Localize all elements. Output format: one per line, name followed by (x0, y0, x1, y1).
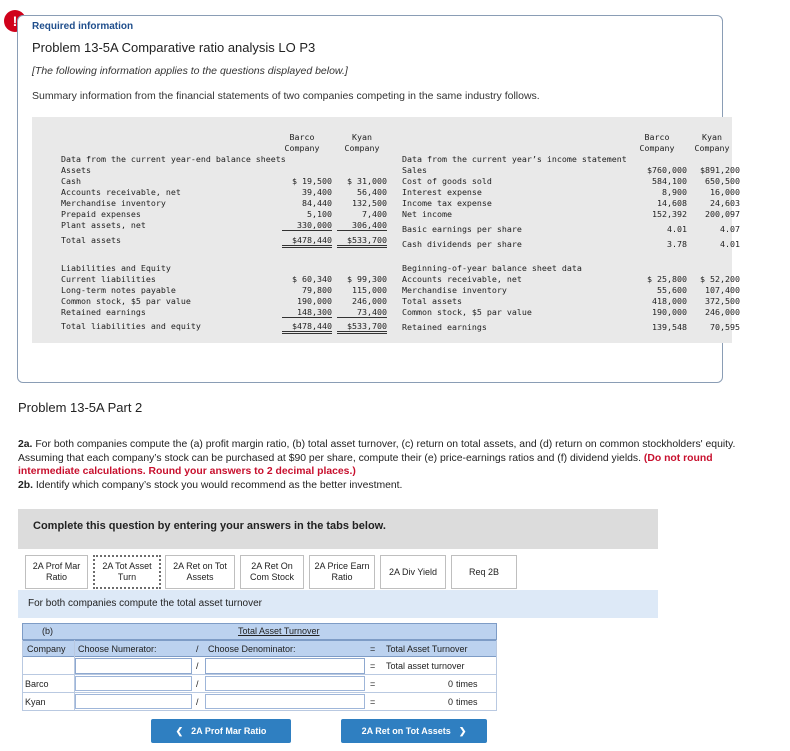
answer-denominator-header: Choose Denominator: (208, 644, 296, 654)
barco-slash: / (196, 679, 199, 689)
barco-result-unit: times (456, 679, 478, 689)
asset-row-label: Accounts receivable, net (61, 187, 181, 197)
income-row-barco: 8,900 (662, 187, 687, 197)
kyan-equals: = (370, 697, 376, 707)
le-row-barco: 79,800 (302, 285, 332, 295)
tab-label-line-2: Ratio (331, 572, 353, 582)
asset-row-label: Merchandise inventory (61, 198, 166, 208)
tab-label-line-1: 2A Price Earn (314, 561, 370, 571)
income-row-kyan: 4.01 (720, 239, 740, 249)
grid-line (496, 640, 497, 711)
income-row-barco: $760,000 (647, 165, 687, 175)
asset-row-kyan: 7,400 (362, 209, 387, 219)
income-row-label: Basic earnings per share (402, 224, 522, 234)
kyan-numerator-input[interactable] (75, 694, 192, 709)
tabs-header: Complete this question by entering your answers in the tabs below. (18, 509, 658, 549)
boy-row-barco: 190,000 (652, 307, 687, 317)
question-text (18, 438, 738, 492)
income-row-label: Cost of goods sold (402, 176, 492, 186)
barco-result-value: 0 (447, 679, 453, 689)
kyan-result-unit: times (456, 697, 478, 707)
asset-row-label: Prepaid expenses (61, 209, 141, 219)
asset-row-barco: 84,440 (302, 198, 332, 208)
total-assets-kyan: $533,700 (337, 235, 387, 248)
alert-icon: ! (4, 10, 26, 32)
asset-row-kyan: 306,400 (337, 220, 387, 231)
boy-row-label: Retained earnings (402, 322, 487, 332)
header-kyan-company: Company (344, 143, 380, 153)
tab-label-line-1: 2A Ret On (251, 561, 293, 571)
income-row-kyan: $891,200 (700, 165, 740, 175)
sub-slash: / (196, 661, 199, 671)
grid-line (22, 674, 497, 675)
le-row-label: Common stock, $5 par value (61, 296, 191, 306)
tab-label (102, 561, 151, 583)
income-row-label: Interest expense (402, 187, 482, 197)
kyan-slash: / (196, 697, 199, 707)
income-row-label: Sales (402, 165, 427, 175)
problem-note: [The following information applies to the questions displayed below.] (32, 65, 348, 77)
tab-label-line-1: 2A Div Yield (388, 566, 438, 577)
asset-row-label: Plant assets, net (61, 220, 146, 230)
header-barco-company-right: Company (639, 143, 675, 153)
row-company-barco: Barco (25, 679, 49, 689)
total-assets-barco: $478,440 (282, 235, 332, 248)
answer-company-header: Company (27, 644, 66, 654)
le-row-barco: $ 60,340 (292, 274, 332, 284)
tab-1[interactable] (25, 555, 88, 589)
problem-summary: Summary information from the financial statements of two companies competing in the same industry follows. (32, 90, 540, 102)
sub-equals: = (370, 661, 376, 671)
tab-label (389, 567, 437, 578)
income-row-kyan: 4.07 (720, 224, 740, 234)
asset-row-barco: 5,100 (307, 209, 332, 219)
answer-b-label: (b) (42, 626, 53, 636)
header-barco-company: Company (284, 143, 320, 153)
asset-row-barco: 39,400 (302, 187, 332, 197)
answer-equals-header: = (370, 644, 376, 654)
rounding-instruction: (Do not round intermediate calculations. Round your answers to 2 decimal places.) (18, 452, 713, 477)
boy-row-label: Total assets (402, 296, 462, 306)
chevron-left-icon: ❮ (175, 725, 184, 736)
barco-numerator-input[interactable] (75, 676, 192, 691)
numerator-header-select[interactable] (75, 658, 192, 674)
le-row-kyan: 73,400 (337, 307, 387, 318)
boy-row-kyan: 246,000 (705, 307, 740, 317)
boy-row-barco: $ 25,800 (647, 274, 687, 284)
question-2b-label: 2b. (18, 479, 34, 491)
le-row-label: Long-term notes payable (61, 285, 176, 295)
total-le-kyan: $533,700 (337, 321, 387, 334)
grid-line (22, 710, 497, 711)
next-tab-button[interactable] (341, 719, 487, 743)
boy-row-label: Accounts receivable, net (402, 274, 522, 284)
tab-label (250, 561, 294, 583)
total-assets-label: Total assets (61, 235, 121, 245)
tab-label-line-1: 2A Tot Asset (102, 561, 152, 571)
tab-label-line-2: Ratio (45, 572, 67, 582)
kyan-result-value: 0 (447, 697, 453, 707)
part-title: Problem 13-5A Part 2 (18, 400, 143, 415)
answer-title: Total Asset Turnover (238, 626, 320, 636)
boy-row-label: Merchandise inventory (402, 285, 507, 295)
row-company-kyan: Kyan (25, 697, 46, 707)
tab-label (469, 567, 499, 578)
header-kyan: Kyan (352, 132, 372, 142)
income-row-barco: 4.01 (667, 224, 687, 234)
total-le-label: Total liabilities and equity (61, 321, 201, 331)
le-row-label: Retained earnings (61, 307, 146, 317)
required-information-label: Required information (32, 21, 134, 32)
tab-instruction: For both companies compute the total asset turnover (18, 590, 658, 618)
barco-denominator-input[interactable] (205, 676, 365, 691)
boy-row-barco: 418,000 (652, 296, 687, 306)
question-2b-text: Identify which company’s stock you would recommend as the better investment. (33, 479, 403, 491)
le-row-barco: 190,000 (297, 296, 332, 306)
financial-data-table (32, 117, 740, 343)
question-2a-label: 2a. (18, 439, 33, 450)
tab-label-line-1: 2A Ret on Tot (173, 561, 227, 571)
tab-7[interactable] (451, 555, 517, 589)
grid-line (22, 692, 497, 693)
header-barco-right: Barco (644, 132, 670, 142)
income-row-kyan: 200,097 (705, 209, 740, 219)
asset-row-kyan: $ 31,000 (347, 176, 387, 186)
tab-label-line-2: Com Stock (249, 572, 294, 582)
header-barco: Barco (289, 132, 315, 142)
tab-label (314, 561, 369, 583)
income-row-kyan: 24,603 (710, 198, 740, 208)
answer-slash-header: / (196, 644, 199, 654)
header-kyan-right: Kyan (702, 132, 722, 142)
asset-row-label: Cash (61, 176, 81, 186)
prev-tab-button[interactable] (151, 719, 291, 743)
prev-tab-label: 2A Prof Mar Ratio (191, 726, 267, 736)
boy-title: Beginning-of-year balance sheet data (402, 263, 582, 273)
tab-5[interactable] (309, 555, 375, 589)
answer-result-header: Total Asset Turnover (386, 644, 468, 654)
result-sub-label: Total asset turnover (386, 661, 465, 671)
le-row-kyan: 115,000 (352, 285, 387, 295)
boy-row-kyan: 372,500 (705, 296, 740, 306)
problem-title: Problem 13-5A Comparative ratio analysis LO P3 (32, 40, 316, 55)
income-row-barco: 152,392 (652, 209, 687, 219)
le-row-kyan: $ 99,300 (347, 274, 387, 284)
income-row-label: Net income (402, 209, 452, 219)
income-row-barco: 14,608 (657, 198, 687, 208)
liabilities-equity-heading: Liabilities and Equity (61, 263, 171, 273)
le-row-barco: 148,300 (282, 307, 332, 318)
answer-numerator-header: Choose Numerator: (78, 644, 157, 654)
income-row-kyan: 650,500 (705, 176, 740, 186)
assets-heading: Assets (61, 165, 91, 175)
question-2a-text: For both companies compute the (a) profit margin ratio, (b) total asset turnover, (c) return on total assets, and (d) return on common stockholders' equity. Assuming that each company’s stock can be purchased at $90 per share, compute their (e) price-earnings ratios and (f) dividend yields. (18, 439, 736, 464)
barco-equals: = (370, 679, 376, 689)
asset-row-barco: $ 19,500 (292, 176, 332, 186)
asset-row-kyan: 132,500 (352, 198, 387, 208)
tab-2[interactable] (93, 555, 161, 589)
tab-4[interactable] (240, 555, 304, 589)
income-row-kyan: 16,000 (710, 187, 740, 197)
boy-row-label: Common stock, $5 par value (402, 307, 532, 317)
income-row-label: Income tax expense (402, 198, 492, 208)
tab-label-line-2: Turn (117, 572, 137, 582)
income-row-barco: 584,100 (652, 176, 687, 186)
kyan-denominator-input[interactable] (205, 694, 365, 709)
boy-row-barco: 55,600 (657, 285, 687, 295)
le-row-label: Current liabilities (61, 274, 156, 284)
boy-row-kyan: 107,400 (705, 285, 740, 295)
asset-row-kyan: 56,400 (357, 187, 387, 197)
grid-line (22, 640, 23, 711)
tab-label (173, 561, 227, 583)
chevron-right-icon: ❯ (458, 725, 467, 736)
tab-3[interactable] (165, 555, 235, 589)
tab-6[interactable] (380, 555, 446, 589)
boy-row-kyan: 70,595 (710, 322, 740, 332)
balance-sheet-title: Data from the current year-end balance sheets (61, 154, 286, 164)
boy-row-barco: 139,548 (652, 322, 687, 332)
asset-row-barco: 330,000 (282, 220, 332, 231)
tab-label-line-2: Assets (186, 572, 214, 582)
income-row-label: Cash dividends per share (402, 239, 522, 249)
income-statement-title: Data from the current year’s income statement (402, 154, 627, 164)
boy-row-kyan: $ 52,200 (700, 274, 740, 284)
le-row-kyan: 246,000 (352, 296, 387, 306)
header-kyan-company-right: Company (694, 143, 730, 153)
tab-label-line-1: 2A Prof Mar (32, 561, 81, 571)
tab-label (33, 561, 81, 583)
income-row-barco: 3.78 (667, 239, 687, 249)
tab-label-line-1: Req 2B (468, 566, 500, 577)
total-le-barco: $478,440 (282, 321, 332, 334)
next-tab-label: 2A Ret on Tot Assets (361, 726, 451, 736)
denominator-header-select[interactable] (205, 658, 365, 674)
